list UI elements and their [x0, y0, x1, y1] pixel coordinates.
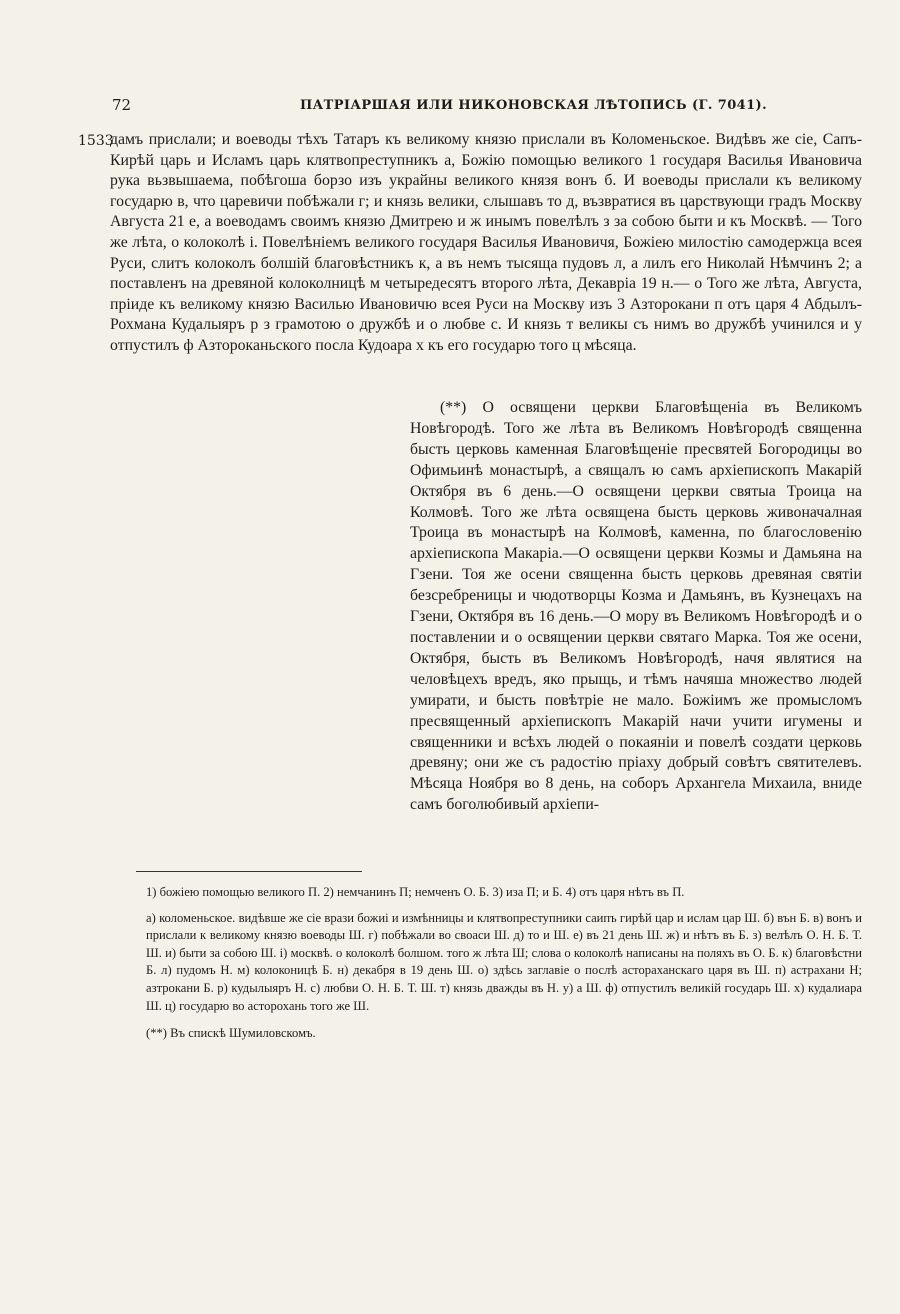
year-margin-note: 1533: [78, 133, 114, 149]
main-paragraph: дамъ прислали; и воеводы тѣхъ Татаръ къ великому князю прислали въ Коломеньское. Видѣвъ же сіе, Сапъ-Кирѣй царь и Исламъ царь клятвопреступникъ а, Божію помощью великого 1 государя Василья Ивановича рука вьзвышаема, побѣгоша борзо изъ украйны великого князя вонъ б. И воеводы прислали къ великому государю в, что царевичи побѣжали г; и князь велики, слышавъ то д, възвратися въ царствующи градъ Москву Августа 21 е, а воеводамъ своимъ князю Дмитрею и ж инымъ повелѣлъ з за собою быти и къ Москвѣ. — Того же лѣта, о колоколѣ і. Повелѣніемъ великого государя Василья Ивановичя, Божіею милостію самодержца всея Руси, слитъ колоколъ болшій благовѣстникъ к, а въ немъ тысяща пудовъ л, а лилъ его Николай Нѣмчинъ 2; а поставленъ на древяной колоколницѣ м четыредесятъ второго лѣта, Декавріа 19 н.— о Того же лѣта, Августа, пріиде къ великому князю Василью Ивановичю всея Руси на Москву изъ 3 Азторокани п отъ царя 4 Абдылъ-Рохмана Кудалыяръ р з грамотою о дружбѣ и о любве с. И князь т великы съ нимъ во дружбѣ учинился и у отпустилъ ф Азтороканьского посла Кудоара х къ его государю того ц мѣсяца.: [110, 131, 862, 354]
main-text-block: [110, 130, 862, 357]
footnotes-lettered: а) коломеньское. видѣвше же сіе врази божиі и измѣнницы и клятвопреступники саипъ гирѣй цар и ислам цар Ш. б) вън Б. в) вонъ и прислали к великому князю воеводы Ш. г) побѣжали во своаси Ш. д) то и Ш. е) въ 21 день Ш. ж) и нѣтъ въ Б. з) велѣлъ О. Н. Б. Т. Ш. и) быти за собою Ш. і) москвѣ. о колоколѣ болшом. того ж лѣта Ш; слова о колоколѣ написаны на поляхъ въ О. Б. к) благовѣстни Б. л) пудомъ Н. м) колоконицѣ Б. н) декабря в 19 день Ш. о) здѣсь заглавіе о послѣ астораханскаго царя въ Ш. п) астрахани Н; азтрокани Б. р) кудылыяръ Н. с) любви О. Н. Б. Т. Ш. т) князь дважды въ Н. у) а Ш. ф) отпустилъ великій государь Ш. х) кудалиара Ш. ц) государю во асторохань того же Ш.: [146, 910, 862, 1013]
footnotes: [146, 884, 862, 1051]
inserted-article-paragraph: (**) О освящени церкви Благовѣщеніа въ Великомъ Новѣгородѣ. Того же лѣта въ Великомъ Новѣгородѣ священна бысть церковь каменная Благовѣщеніе пресвятей Богородицы во Офимьинѣ монастырѣ, а свящалъ ю самъ архіепископъ Макарій Октября въ 6 день.—О освящени церкви святыа Троица на Колмовѣ. Того же лѣта освящена бысть церковь живоначалная Троица въ монастырѣ на Колмовѣ, каменна, по благословенію архіепископа Макаріа.—О освящени церкви Козмы и Дамьяна на Гзени. Тоя же осени священна бысть церковь древяная святіи безсребреницы и чюдотворцы Козма и Дамьянъ, въ Кузнецахъ на Гзени, Октября въ 16 день.—О мору въ Великомъ Новѣгородѣ и о поставлении и о освящении церкви святаго Марка. Тоя же осени, Октября, бысть въ Великомъ Новѣгородѣ, начя являтися на человѣцехъ вредъ, яко прыщь, и тѣмъ начяша множество людей умирати, и бысть повѣтріе не мало. Божіимъ же промысломъ пресвященный архіепископъ Макарій начи учити игумены и священники и всѣхъ людей о покаяніи и повелѣ создати церковь древяну; они же съ радостію пріаху добрый совѣтъ святителевъ. Мѣсяца Ноября во 8 день, на соборъ Архангела Михаила, вниде самъ боголюбивый архіепи-: [410, 399, 862, 814]
footnote-rule: [136, 871, 362, 872]
footnotes-numbered: 1) божіею помощью великого П. 2) немчанинъ П; немченъ О. Б. 3) иза П; и Б. 4) отъ царя нѣтъ въ П.: [146, 885, 685, 899]
footnotes-source: (**) Въ спискѣ Шумиловскомъ.: [146, 1026, 316, 1041]
running-head: ПАТРІАРШАЯ ИЛИ НИКОНОВСКАЯ ЛѢТОПИСЬ (Г. 7041).: [300, 98, 768, 113]
inserted-article-block: [410, 398, 862, 816]
page-number: 72: [112, 96, 132, 114]
